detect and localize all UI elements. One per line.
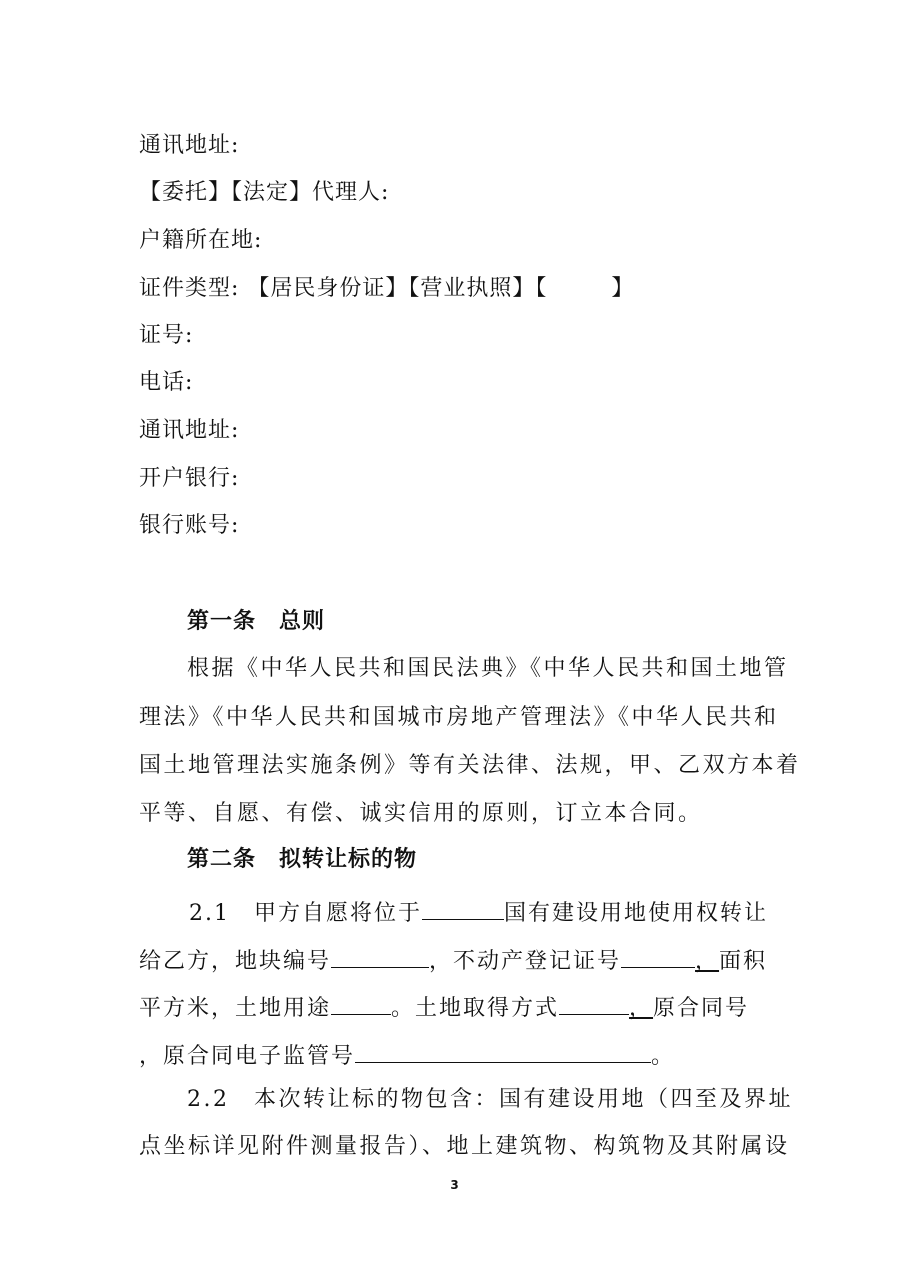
address2-label: 通讯地址: bbox=[139, 418, 240, 443]
clause-2-1-line-4: ，原合同电子监管号 。 bbox=[139, 1040, 675, 1070]
id-type-label: 证件类型: 【居民身份证】【营业执照】【 bbox=[139, 276, 548, 301]
blank-acquisition-method[interactable] bbox=[559, 992, 629, 1015]
clause-2-1-line-1: 2.1 甲方自愿将位于 国有建设用地使用权转让 bbox=[189, 897, 768, 927]
blank-land-use[interactable] bbox=[331, 992, 391, 1015]
address-label: 通讯地址: bbox=[139, 133, 240, 158]
article-2-heading: 第二条 拟转让标的物 bbox=[187, 847, 418, 872]
id-type-close: 】 bbox=[611, 276, 635, 301]
page-number: 3 bbox=[450, 1178, 459, 1192]
account-label: 银行账号: bbox=[139, 513, 240, 538]
id-type-line bbox=[139, 276, 634, 302]
blank-parcel-number[interactable] bbox=[331, 945, 429, 968]
id-number-label: 证号: bbox=[139, 323, 194, 348]
blank-supervision-number[interactable] bbox=[355, 1040, 651, 1063]
article-1-line: 平等、自愿、有偿、诚实信用的原则，订立本合同。 bbox=[139, 801, 703, 826]
article-1-line: 理法》《中华人民共和国城市房地产管理法》《中华人民共和 bbox=[139, 705, 779, 730]
agent-label: 【委托】【法定】代理人: bbox=[139, 180, 390, 205]
household-label: 户籍所在地: bbox=[139, 228, 263, 253]
clause-2-2-line-2: 点坐标详见附件测量报告）、地上建筑物、构筑物及其附属设 bbox=[139, 1134, 790, 1159]
bank-label: 开户银行: bbox=[139, 466, 240, 491]
blank-location[interactable] bbox=[422, 897, 504, 920]
clause-2-1-line-2: 给乙方，地块编号 ，不动产登记证号 ，面积 bbox=[139, 945, 767, 975]
clause-2-2-line-1: 2.2 本次转让标的物包含：国有建设用地（四至及界址 bbox=[187, 1087, 793, 1112]
article-1-line: 根据《中华人民共和国民法典》《中华人民共和国土地管 bbox=[187, 656, 789, 681]
blank-cert-number[interactable] bbox=[621, 945, 695, 968]
phone-label: 电话: bbox=[139, 370, 194, 395]
article-1-heading: 第一条 总则 bbox=[187, 609, 326, 634]
clause-2-1-line-3: 平方米，土地用途 。土地取得方式 ，原合同号 bbox=[139, 992, 749, 1022]
article-1-line: 国土地管理法实施条例》等有关法律、法规，甲、乙双方本着 bbox=[139, 753, 801, 778]
